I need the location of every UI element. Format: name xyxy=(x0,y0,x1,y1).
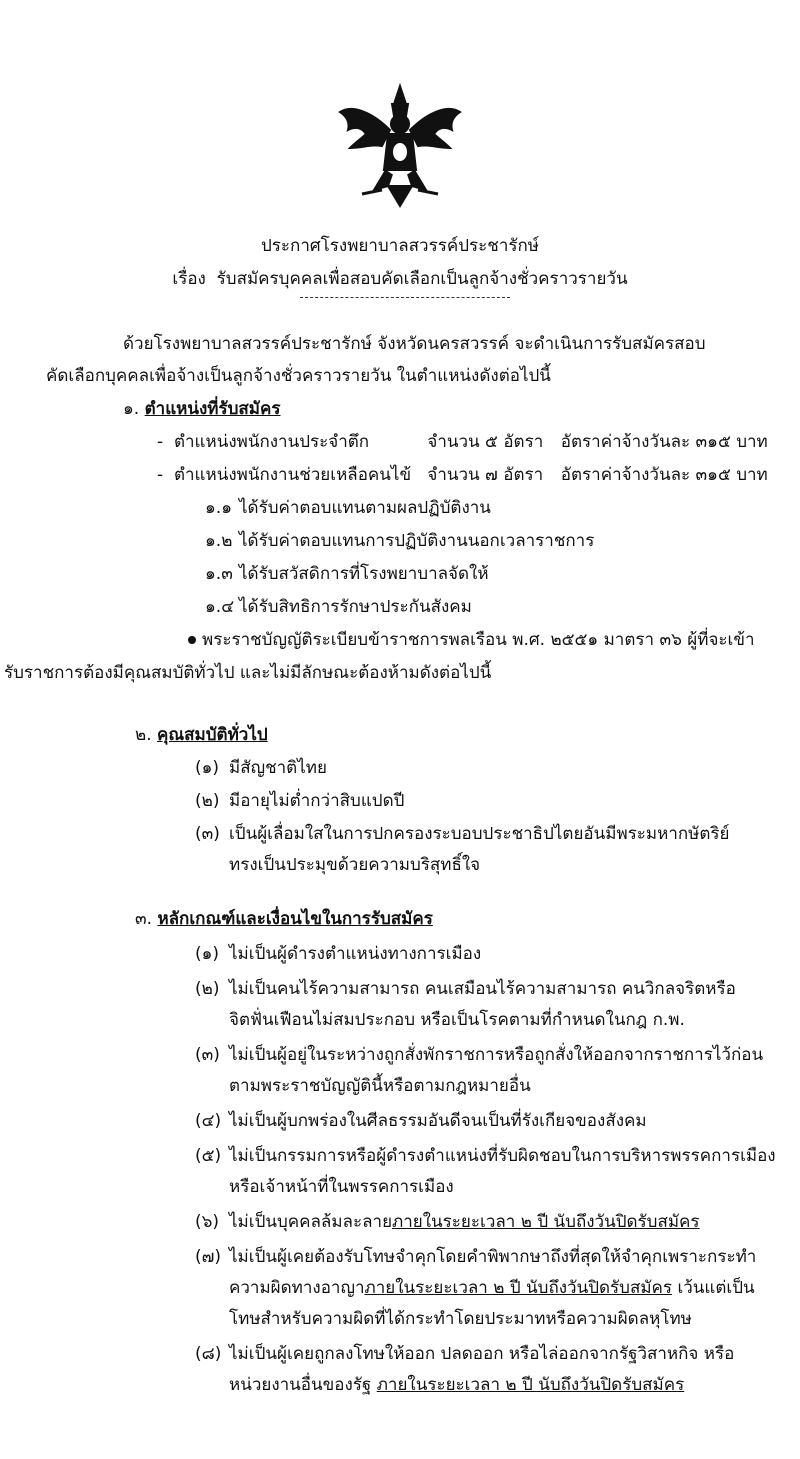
subject-text: รับสมัครบุคคลเพื่อสอบคัดเลือกเป็นลูกจ้างชั่วคราวรายวัน xyxy=(216,269,628,289)
section-2-number: ๒. xyxy=(135,725,152,745)
position-name: ตำแหน่งพนักงานประจำตึก xyxy=(173,432,370,452)
criteria-item-continued: หน่วยงานอื่นของรัฐ ภายในระยะเวลา ๒ ปี นับถึงวันปิดรับสมัคร xyxy=(229,1375,685,1395)
bullet-icon xyxy=(188,636,196,644)
position-name: ตำแหน่งพนักงานช่วยเหลือคนไข้ xyxy=(173,465,412,485)
benefit-item: ๑.๓ ได้รับสวัสดิการที่โรงพยาบาลจัดให้ xyxy=(205,564,489,584)
criteria-item: (๕) ไม่เป็นกรรมการหรือผู้ดำรงตำแหน่งที่รับผิดชอบในการบริหารพรรคการเมือง xyxy=(195,1146,776,1166)
section-1-number: ๑. xyxy=(123,399,140,419)
position-count: จำนวน ๕ อัตรา xyxy=(427,432,544,452)
legal-note-line-1: พระราชบัญญัติระเบียบข้าราชการพลเรือน พ.ศ. ๒๕๕๑ มาตรา ๓๖ ผู้ที่จะเข้า xyxy=(188,626,755,653)
intro-line-1: ด้วยโรงพยาบาลสวรรค์ประชารักษ์ จังหวัดนครสวรรค์ จะดำเนินการรับสมัครสอบ xyxy=(123,334,706,354)
benefit-item: ๑.๔ ได้รับสิทธิการรักษาประกันสังคม xyxy=(205,597,472,617)
position-wage: อัตราค่าจ้างวันละ ๓๑๕ บาท xyxy=(560,432,768,452)
section-2-heading xyxy=(135,721,268,748)
qualification-item: (๓) เป็นผู้เลื่อมใสในการปกครองระบอบประชาธิปไตยอันมีพระมหากษัตริย์ xyxy=(195,824,730,844)
criteria-item: (๒) ไม่เป็นคนไร้ความสามารถ คนเสมือนไร้ความสามารถ คนวิกลจริตหรือ xyxy=(195,979,736,999)
criteria-item-continued: หรือเจ้าหน้าที่ในพรรคการเมือง xyxy=(229,1177,454,1197)
garuda-emblem-icon xyxy=(332,82,468,210)
position-row-2: - ตำแหน่งพนักงานช่วยเหลือคนไข้ จำนวน ๗ อัตรา อัตราค่าจ้างวันละ ๓๑๕ บาท xyxy=(157,461,768,488)
deadline-text: ภายในระยะเวลา ๒ ปี นับถึงวันปิดรับสมัคร xyxy=(376,1375,685,1395)
criteria-item: (๑) ไม่เป็นผู้ดำรงตำแหน่งทางการเมือง xyxy=(195,944,482,964)
criteria-item-continued: ความผิดทางอาญาภายในระยะเวลา ๒ ปี นับถึงวันปิดรับสมัคร เว้นแต่เป็น xyxy=(229,1278,755,1298)
criteria-item: (๓) ไม่เป็นผู้อยู่ในระหว่างถูกสั่งพักราชการหรือถูกสั่งให้ออกจากราชการไว้ก่อน xyxy=(195,1045,764,1065)
benefit-item: ๑.๑ ได้รับค่าตอบแทนตามผลปฏิบัติงาน xyxy=(205,498,491,518)
section-3-number: ๓. xyxy=(135,909,153,929)
qualification-item-continued: ทรงเป็นประมุขด้วยความบริสุทธิ์ใจ xyxy=(229,855,481,875)
header-divider xyxy=(300,297,510,298)
deadline-text: ภายในระยะเวลา ๒ ปี นับถึงวันปิดรับสมัคร xyxy=(364,1278,673,1298)
position-wage: อัตราค่าจ้างวันละ ๓๑๕ บาท xyxy=(560,465,768,485)
deadline-text: ภายในระยะเวลา ๒ ปี นับถึงวันปิดรับสมัคร xyxy=(392,1212,700,1232)
subject-prefix: เรื่อง xyxy=(172,269,206,289)
criteria-item: (๗) ไม่เป็นผู้เคยต้องรับโทษจำคุกโดยคำพิพากษาถึงที่สุดให้จำคุกเพราะกระทำ xyxy=(195,1247,757,1267)
legal-note-line-2: รับราชการต้องมีคุณสมบัติทั่วไป และไม่มีลักษณะต้องห้ามดังต่อไปนี้ xyxy=(4,663,492,683)
qualification-item: (๒) มีอายุไม่ต่ำกว่าสิบแปดปี xyxy=(195,791,405,811)
benefit-item: ๑.๒ ได้รับค่าตอบแทนการปฏิบัติงานนอกเวลาราชการ xyxy=(205,531,595,551)
announcement-title: ประกาศโรงพยาบาลสวรรค์ประชารักษ์ xyxy=(260,236,540,256)
criteria-item-continued: จิตฟั่นเฟือนไม่สมประกอบ หรือเป็นโรคตามที่กำหนดในกฎ ก.พ. xyxy=(229,1010,685,1030)
qualification-item: (๑) มีสัญชาติไทย xyxy=(195,758,327,778)
announcement-subject xyxy=(0,265,800,292)
section-3-heading xyxy=(135,905,433,932)
criteria-item: (๔) ไม่เป็นผู้บกพร่องในศีลธรรมอันดีจนเป็นที่รังเกียจของสังคม xyxy=(195,1111,647,1131)
criteria-item: (๖) ไม่เป็นบุคคลล้มละลายภายในระยะเวลา ๒ ปี นับถึงวันปิดรับสมัคร xyxy=(195,1212,700,1232)
section-3-title: หลักเกณฑ์และเงื่อนไขในการรับสมัคร xyxy=(157,909,433,929)
section-2-title: คุณสมบัติทั่วไป xyxy=(157,725,268,745)
position-count: จำนวน ๗ อัตรา xyxy=(427,465,544,485)
criteria-item-continued: ตามพระราชบัญญัตินี้หรือตามกฎหมายอื่น xyxy=(229,1076,531,1096)
position-row-1: - ตำแหน่งพนักงานประจำตึก จำนวน ๕ อัตรา อัตราค่าจ้างวันละ ๓๑๕ บาท xyxy=(157,428,768,455)
intro-line-2: คัดเลือกบุคคลเพื่อจ้างเป็นลูกจ้างชั่วคราวรายวัน ในตำแหน่งดังต่อไปนี้ xyxy=(46,366,551,386)
criteria-item: (๘) ไม่เป็นผู้เคยถูกลงโทษให้ออก ปลดออก หรือไล่ออกจากรัฐวิสาหกิจ หรือ xyxy=(195,1344,735,1364)
section-1-title: ตำแหน่งที่รับสมัคร xyxy=(144,399,281,419)
criteria-item-continued: โทษสำหรับความผิดที่ได้กระทำโดยประมาทหรือความผิดลหุโทษ xyxy=(229,1309,692,1329)
section-1-heading xyxy=(123,395,281,422)
